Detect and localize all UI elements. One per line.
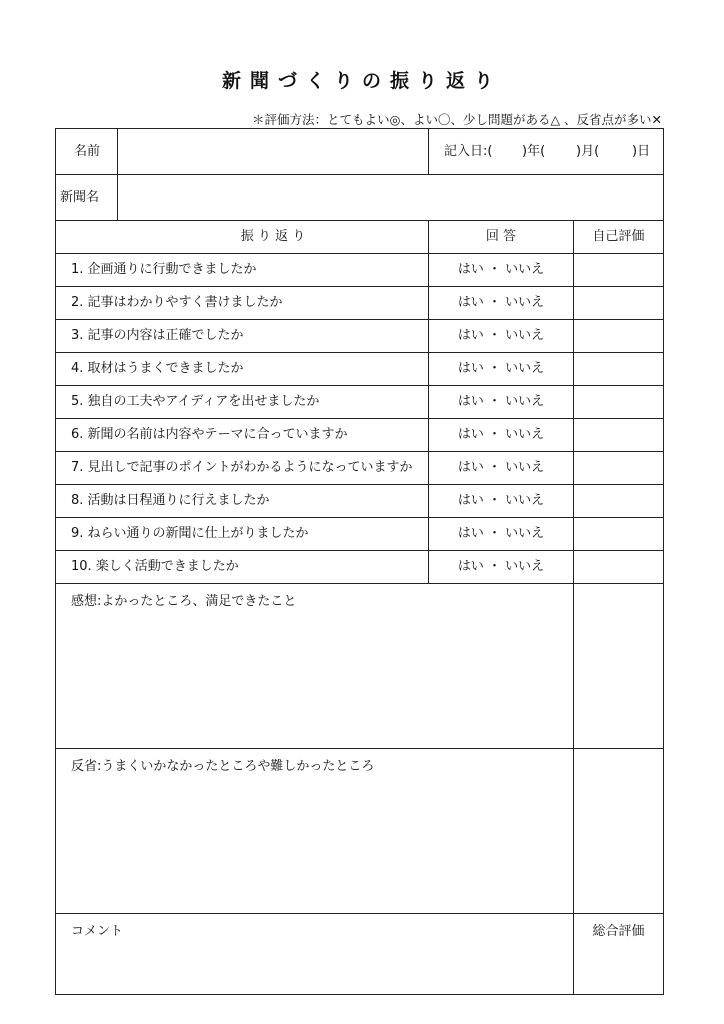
divider (56, 517, 663, 518)
answer-choice[interactable]: はい ・ いいえ (457, 493, 545, 508)
divider (56, 418, 663, 419)
impressions-label: 感想:よかったところ、満足できたこと (71, 594, 297, 609)
comment-label: コメント (71, 924, 124, 939)
divider (56, 550, 663, 551)
question-text: 6. 新聞の名前は内容やテーマに合っていますか (71, 427, 348, 442)
newspaper-name-label: 新聞名 (60, 190, 100, 205)
impressions-field[interactable] (56, 613, 572, 747)
answer-choice[interactable]: はい ・ いいえ (457, 328, 545, 343)
reflection-field[interactable] (56, 778, 572, 912)
entry-date-year: )年( (522, 144, 546, 159)
name-label: 名前 (74, 144, 101, 159)
answer-choice[interactable]: はい ・ いいえ (457, 427, 545, 442)
overall-eval-label: 総合評価 (592, 924, 645, 939)
entry-date-month: )月( (576, 144, 600, 159)
question-text: 5. 独自の工夫やアイディアを出せましたか (71, 394, 320, 409)
divider (573, 220, 574, 994)
divider (56, 385, 663, 386)
entry-date-prefix: 記入日:( (444, 144, 493, 159)
question-text: 9. ねらい通りの新聞に仕上がりましたか (71, 526, 309, 541)
name-field[interactable] (118, 129, 428, 174)
question-text: 7. 見出しで記事のポイントがわかるようになっていますか (71, 460, 413, 475)
answer-choice[interactable]: はい ・ いいえ (457, 559, 545, 574)
page-title: 新聞づくりの振り返り (221, 70, 502, 92)
evaluation-method-note: ＊評価方法：とてもよい◎、よい〇、少し問題がある△ 、反省点が多い✕ (252, 112, 662, 127)
divider (428, 129, 429, 174)
question-text: 1. 企画通りに行動できましたか (71, 262, 257, 277)
divider (56, 484, 663, 485)
answer-choice[interactable]: はい ・ いいえ (457, 361, 545, 376)
question-text: 2. 記事はわかりやすく書けましたか (71, 295, 283, 310)
newspaper-name-field[interactable] (118, 175, 663, 220)
answer-choice[interactable]: はい ・ いいえ (457, 262, 545, 277)
answer-choice[interactable]: はい ・ いいえ (457, 526, 545, 541)
reflection-sheet (55, 128, 664, 995)
reflection-header: 振 り 返 り (240, 229, 306, 244)
divider (56, 352, 663, 353)
answer-choice[interactable]: はい ・ いいえ (457, 460, 545, 475)
entry-date-day: )日 (632, 144, 651, 159)
answer-choice[interactable]: はい ・ いいえ (457, 295, 545, 310)
question-text: 8. 活動は日程通りに行えましたか (71, 493, 270, 508)
divider (56, 451, 663, 452)
divider (56, 319, 663, 320)
self-eval-header: 自己評価 (592, 229, 645, 244)
answer-choice[interactable]: はい ・ いいえ (457, 394, 545, 409)
divider (56, 286, 663, 287)
divider (56, 583, 663, 584)
divider (56, 748, 663, 749)
answer-header: 回 答 (485, 229, 517, 244)
divider (56, 220, 663, 221)
divider (56, 253, 663, 254)
question-text: 10. 楽しく活動できましたか (71, 559, 239, 574)
question-text: 4. 取材はうまくできましたか (71, 361, 244, 376)
divider (56, 913, 663, 914)
reflection-label: 反省:うまくいかなかったところや難しかったところ (71, 759, 375, 774)
question-text: 3. 記事の内容は正確でしたか (71, 328, 244, 343)
